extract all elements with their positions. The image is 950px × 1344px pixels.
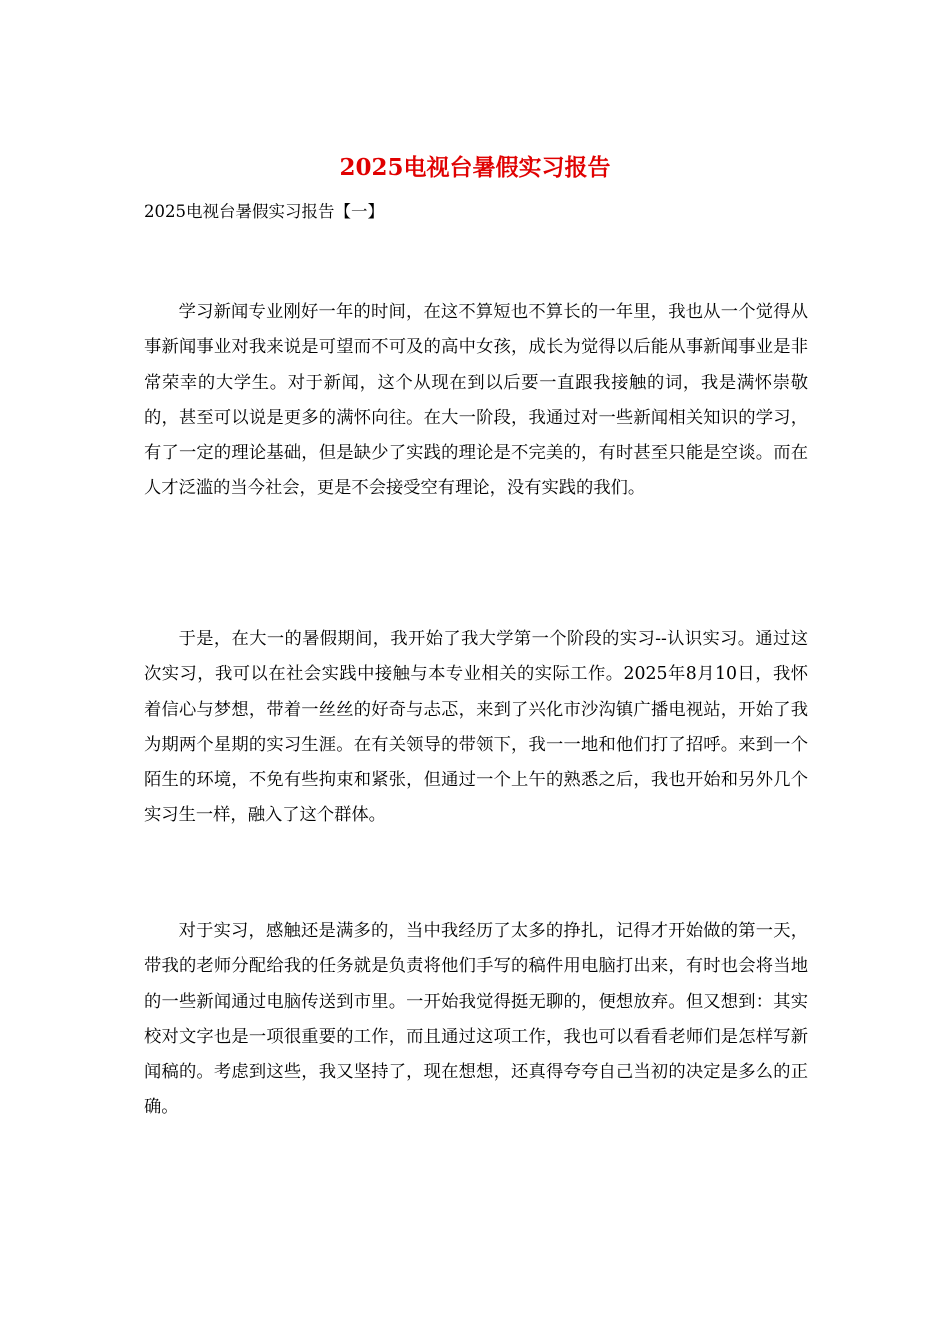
paragraph-2: 于是，在大一的暑假期间，我开始了我大学第一个阶段的实习--认识实习。通过这次实习，我可以在社会实践中接触与本专业相关的实际工作。2025年8月10日，我怀着信心与梦想，带着一丝丝的好奇与忐忑，来到了兴化市沙沟镇广播电视站，开始了我为期两个星期的实习生涯。在有关领导的带领下，我一一地和他们打了招呼。来到一个陌生的环境，不免有些拘束和紧张，但通过一个上午的熟悉之后，我也开始和另外几个实习生一样，融入了这个群体。 xyxy=(144,629,808,826)
document-title: 2025电视台暑假实习报告 xyxy=(339,154,611,181)
section-heading: 2025电视台暑假实习报告【一】 xyxy=(144,202,384,221)
paragraph-3: 对于实习，感触还是满多的，当中我经历了太多的挣扎，记得才开始做的第一天，带我的老师分配给我的任务就是负责将他们手写的稿件用电脑打出来，有时也会将当地的一些新闻通过电脑传送到市里。一开始我觉得挺无聊的，便想放弃。但又想到：其实校对文字也是一项很重要的工作，而且通过这项工作，我也可以看看老师们是怎样写新闻稿的。考虑到这些，我又坚持了，现在想想，还真得夸夸自己当初的决定是多么的正确。 xyxy=(144,921,808,1118)
paragraph-1: 学习新闻专业刚好一年的时间，在这不算短也不算长的一年里，我也从一个觉得从事新闻事业对我来说是可望而不可及的高中女孩，成长为觉得以后能从事新闻事业是非常荣幸的大学生。对于新闻，这个从现在到以后要一直跟我接触的词，我是满怀崇敬的，甚至可以说是更多的满怀向往。在大一阶段，我通过对一些新闻相关知识的学习，有了一定的理论基础，但是缺少了实践的理论是不完美的，有时甚至只能是空谈。而在人才泛滥的当今社会，更是不会接受空有理论，没有实践的我们。 xyxy=(144,302,808,499)
